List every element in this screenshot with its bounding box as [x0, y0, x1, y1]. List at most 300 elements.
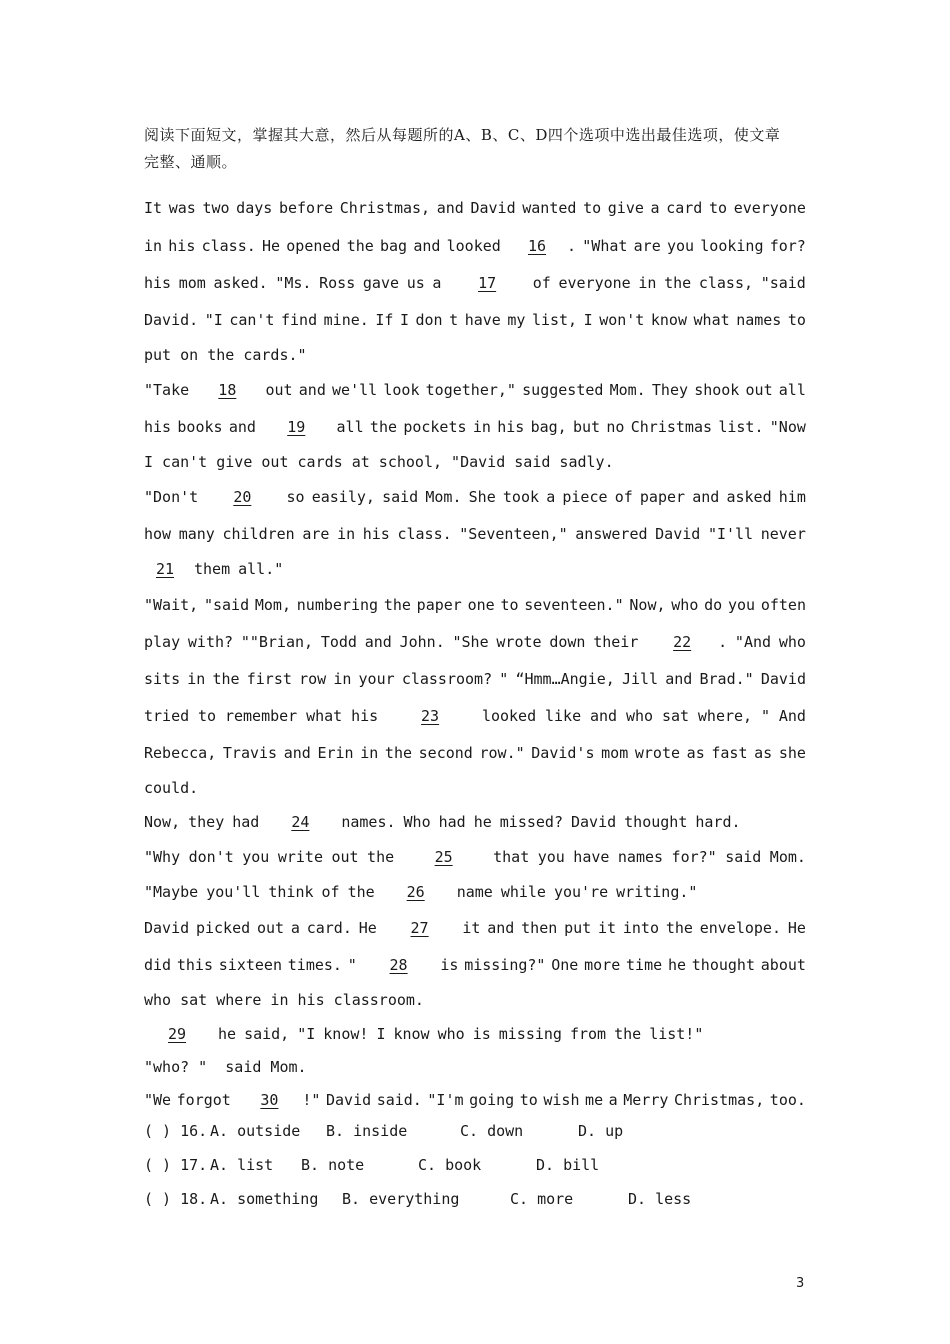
passage-word: Christmas, — [339, 199, 431, 217]
passage-word: Rebecca, — [144, 743, 217, 762]
passage-word: and — [283, 743, 311, 762]
passage-word — [383, 883, 449, 901]
passage-word: looked — [446, 236, 501, 255]
passage-word: asked — [726, 487, 772, 506]
passage-word: He — [358, 918, 377, 937]
passage-word: the — [383, 595, 411, 614]
passage-line-content — [144, 381, 806, 399]
passage-word: David — [144, 918, 190, 937]
question-list — [144, 1116, 806, 1218]
passage-line — [144, 697, 806, 734]
passage-word: fast — [711, 743, 748, 762]
passage-word: then — [521, 918, 558, 937]
passage-word: was — [168, 199, 196, 217]
passage-word: said — [382, 487, 419, 506]
passage-word: his — [497, 417, 525, 436]
passage-word: don't — [188, 847, 234, 866]
passage-word: David. — [144, 310, 199, 329]
passage-word: They — [651, 380, 689, 399]
passage-text: who sat where in his classroom. — [144, 991, 424, 1009]
passage-word: 30 !" — [236, 1091, 320, 1109]
passage-word: and — [228, 417, 256, 436]
passage-word: two — [202, 199, 230, 217]
passage-word: mom — [601, 743, 629, 762]
passage-line — [144, 515, 806, 552]
passage-word: Mom. — [425, 487, 462, 506]
passage-word: he — [473, 812, 492, 831]
passage-word: Now, — [144, 812, 181, 831]
passage-text: put on the cards." — [144, 345, 307, 364]
passage-word: too. — [769, 1090, 806, 1109]
passage-word: card. — [306, 918, 352, 937]
passage-word: his — [144, 417, 172, 436]
passage-word: of — [532, 273, 551, 292]
passage-word: us — [406, 273, 425, 292]
blank-22[interactable]: 22 — [673, 632, 692, 651]
page-number: 3 — [796, 1276, 805, 1291]
passage-word: name — [456, 883, 493, 901]
question-row — [144, 1150, 806, 1184]
question-number: ( ) 17. — [144, 1156, 208, 1174]
passage-word: paper — [416, 595, 462, 614]
passage-word: "Don't — [144, 487, 199, 506]
option-a[interactable]: A. list — [210, 1156, 274, 1174]
passage-word: Ross — [319, 273, 356, 292]
passage-word: one — [467, 595, 495, 614]
passage-word: days — [236, 199, 273, 217]
passage-line — [144, 445, 806, 478]
blank-25[interactable]: 25 — [434, 847, 453, 866]
question-number: ( ) 16. — [144, 1122, 208, 1140]
passage-word: time — [626, 955, 663, 974]
passage-line — [144, 909, 806, 946]
passage-word: a — [650, 199, 660, 217]
passage-line — [144, 1083, 806, 1116]
passage-word — [363, 956, 435, 974]
passage-line-content — [144, 883, 806, 901]
passage-word: list. — [718, 417, 764, 436]
blank-29[interactable]: 29 — [167, 1024, 187, 1043]
passage-word — [384, 919, 456, 937]
passage-word: this — [176, 955, 213, 974]
passage-word — [144, 560, 186, 578]
passage-word: missed? — [499, 812, 563, 831]
passage-word: Jill — [621, 669, 659, 688]
passage-word: out — [256, 918, 285, 937]
passage-word: "I'm — [427, 1090, 464, 1109]
passage-word: your — [358, 669, 395, 688]
passage-line-content — [144, 560, 806, 578]
passage-word: all." — [238, 560, 284, 578]
passage-word: the — [367, 847, 395, 866]
passage-word: know — [650, 310, 687, 329]
passage-word: the — [369, 417, 398, 436]
passage-word: while — [500, 883, 546, 901]
passage-word: piece — [562, 487, 608, 506]
passage-word: " — [760, 706, 770, 725]
passage-word: seventeen." — [524, 595, 624, 614]
passage-word: second — [418, 743, 473, 762]
passage-word: to — [708, 199, 728, 217]
passage-word: "And — [734, 632, 772, 651]
passage-line-content — [144, 418, 806, 436]
blank-26[interactable]: 26 — [406, 883, 425, 901]
blank-21[interactable]: 21 — [155, 560, 175, 578]
passage-word: One — [551, 955, 579, 974]
passage-word: all — [336, 417, 364, 436]
passage-word — [262, 418, 330, 436]
passage-word: where, — [697, 706, 753, 725]
passage-line-content — [144, 274, 806, 292]
passage-word: everyone — [733, 199, 806, 217]
option-a[interactable]: A. something — [210, 1190, 319, 1208]
passage-word: and — [665, 669, 693, 688]
passage-word: the — [614, 1024, 642, 1043]
passage-word: what — [306, 706, 343, 725]
passage-word: class. — [397, 524, 452, 543]
passage-word: it — [462, 918, 481, 937]
passage-word: Mom, — [254, 595, 291, 614]
passage-word: Todd — [320, 632, 357, 651]
passage-line — [144, 227, 806, 264]
passage-word: and — [413, 236, 441, 255]
passage-word: and — [692, 487, 720, 506]
passage-word: the — [384, 743, 413, 762]
passage-line-content — [144, 1091, 806, 1109]
passage-word: said. — [376, 1090, 422, 1109]
passage-word: everyone — [558, 273, 631, 292]
passage-word — [267, 813, 333, 831]
passage-line — [144, 660, 806, 697]
passage-word: "Now — [769, 417, 806, 436]
passage-word: what — [693, 310, 730, 329]
passage-word: writing." — [616, 883, 698, 901]
passage-line — [144, 408, 806, 445]
passage-word: and — [298, 380, 326, 399]
passage-line — [144, 1050, 806, 1083]
passage-word: give — [607, 199, 644, 217]
passage-word: class. — [201, 236, 256, 255]
passage-word: David — [571, 812, 617, 831]
passage-word: Erin — [317, 743, 354, 762]
passage-word: "What — [582, 236, 628, 255]
passage-word: She — [468, 487, 496, 506]
passage-word: have — [573, 847, 610, 866]
passage-word — [205, 488, 279, 506]
option-c[interactable]: C. down — [460, 1122, 524, 1140]
passage-text: I can't give out cards at school, "David said sadly. — [144, 452, 614, 471]
passage-word: first — [246, 669, 292, 688]
passage-word: me — [585, 1090, 604, 1109]
passage-word: in — [187, 669, 206, 688]
passage-word: David's — [531, 743, 595, 762]
passage-word: he — [218, 1024, 237, 1043]
passage-word: and — [436, 199, 464, 217]
passage-word: "She — [452, 632, 489, 651]
passage-word: no — [606, 417, 625, 436]
passage-word: you're — [553, 883, 609, 901]
passage-line — [144, 838, 806, 875]
passage-word: and — [590, 706, 618, 725]
passage-word: the — [346, 236, 374, 255]
passage-word: together," — [425, 380, 516, 399]
passage-word: wanted — [522, 199, 577, 217]
passage-word: "said — [203, 595, 250, 614]
passage-word: t — [449, 310, 459, 329]
blank-19[interactable]: 19 — [287, 417, 306, 436]
passage-word: David — [760, 669, 806, 688]
passage-word: of — [614, 487, 633, 506]
passage-word: in — [144, 236, 163, 255]
passage-word: David — [325, 1090, 372, 1109]
passage-word: going — [469, 1090, 515, 1109]
passage-line — [144, 478, 806, 515]
passage-word: and — [364, 632, 392, 651]
option-b[interactable]: B. everything — [342, 1190, 460, 1208]
passage-word: missing?" — [464, 955, 546, 974]
passage-word: John. — [399, 632, 445, 651]
passage-word: don — [415, 310, 443, 329]
passage-text: could. — [144, 779, 199, 797]
passage-word: that — [493, 847, 530, 866]
passage-word: answered — [575, 524, 648, 543]
passage-word: tried — [144, 706, 190, 725]
passage-line-content — [144, 1025, 806, 1043]
passage-word: is — [472, 1024, 491, 1043]
question-row — [144, 1184, 806, 1218]
passage-word: in — [333, 669, 352, 688]
passage-word: his — [362, 524, 390, 543]
passage-word: bag, — [530, 417, 567, 436]
passage-word: Christmas — [630, 417, 713, 436]
blank-28[interactable]: 28 — [389, 955, 408, 974]
passage-line — [144, 623, 806, 660]
passage-word: who — [437, 1024, 465, 1043]
passage-word: He — [262, 236, 281, 255]
passage-word: Mom. — [769, 847, 806, 866]
passage-word: " — [499, 669, 509, 688]
passage-line-content — [144, 237, 806, 255]
passage-word: like — [545, 706, 582, 725]
passage-word: wish — [543, 1090, 580, 1109]
passage-word: names — [736, 310, 782, 329]
passage-word: how — [144, 524, 172, 543]
passage-word: "Why — [144, 847, 181, 866]
passage-word: for? — [769, 236, 806, 255]
passage-line — [144, 875, 806, 909]
passage-word: for?" — [671, 847, 717, 866]
blank-27[interactable]: 27 — [410, 918, 429, 937]
passage-word: Christmas, — [673, 1090, 765, 1109]
passage-word: of — [321, 883, 340, 901]
passage-word: If — [375, 310, 394, 329]
passage-word: won't — [599, 310, 645, 329]
passage-word: do — [704, 595, 723, 614]
passage-word: gave — [362, 273, 400, 292]
passage-word: thought — [691, 955, 755, 974]
passage-word: from — [569, 1024, 607, 1043]
passage-word: times. — [287, 955, 342, 974]
passage-word: I — [399, 310, 409, 329]
passage-word: but — [573, 417, 601, 436]
blank-17[interactable]: 17 — [478, 273, 497, 292]
passage-word: And — [778, 706, 806, 725]
passage-word: sat — [661, 706, 690, 725]
passage-word: more — [584, 955, 621, 974]
option-b[interactable]: B. inside — [326, 1122, 408, 1140]
passage-word: to — [787, 310, 806, 329]
passage-word — [195, 381, 259, 399]
passage-word: "Take — [144, 380, 190, 399]
passage-word: his — [351, 706, 379, 725]
passage-word — [449, 274, 525, 292]
option-c[interactable]: C. more — [510, 1190, 574, 1208]
passage-word: before — [278, 199, 334, 217]
passage-word: mom — [178, 273, 206, 292]
passage-word: with? — [187, 632, 234, 651]
passage-word: “Hmm…Angie, — [515, 669, 615, 688]
passage-word: names. — [341, 812, 396, 831]
passage-word: him — [778, 487, 806, 506]
passage-word: put — [564, 918, 592, 937]
passage-word: bag — [380, 236, 408, 255]
question-row — [144, 1116, 806, 1150]
passage-line — [144, 586, 806, 623]
option-a[interactable]: A. outside — [210, 1122, 301, 1140]
passage-word: row." — [479, 743, 525, 762]
passage-line — [144, 371, 806, 408]
passage-word: took — [502, 487, 540, 506]
passage-word: them — [194, 560, 231, 578]
passage-line — [144, 946, 806, 983]
instruction-text-1: 阅读下面短文，掌握其大意，然后从每题所的A、B、C、D四个选项中选出最佳选项，使文章 — [144, 126, 781, 144]
passage-word: many — [178, 524, 215, 543]
passage-word: who — [778, 632, 806, 651]
passage-word: the — [212, 669, 240, 688]
passage-word: did — [144, 955, 172, 974]
passage-line — [144, 1017, 806, 1050]
passage-word: know — [393, 1024, 430, 1043]
passage-word — [144, 1025, 210, 1043]
passage-word: know! — [323, 1024, 369, 1043]
passage-word: you — [666, 236, 695, 255]
passage-word: think — [268, 883, 314, 901]
instruction-line-1 — [144, 124, 806, 151]
passage-word: class, — [698, 273, 754, 292]
passage-word: to — [198, 706, 217, 725]
passage-word: "said — [760, 273, 806, 292]
passage-word: in — [360, 743, 379, 762]
option-d[interactable]: D. less — [628, 1190, 692, 1208]
passage-word: list, — [531, 310, 578, 329]
passage-word: 16 . — [507, 237, 576, 255]
passage-word: the — [664, 273, 692, 292]
passage-word: Mom. — [609, 380, 646, 399]
blank-16[interactable]: 16 — [528, 236, 547, 255]
passage-word: play — [144, 632, 181, 651]
passage-word: down — [549, 632, 586, 651]
passage-word: He — [787, 918, 806, 937]
option-c[interactable]: C. book — [418, 1156, 482, 1174]
blank-23[interactable]: 23 — [421, 706, 440, 725]
passage-word: are — [302, 524, 330, 543]
blank-18[interactable]: 18 — [218, 380, 237, 399]
passage-word: shook — [694, 380, 740, 399]
passage-word: can't — [229, 310, 275, 329]
passage-word: David — [655, 524, 701, 543]
passage-line-content — [144, 919, 806, 937]
passage-word: you — [242, 847, 270, 866]
passage-word: mine. — [323, 310, 369, 329]
passage-word: list!" — [649, 1024, 704, 1043]
passage-word: " — [347, 955, 357, 974]
passage-word: forgot — [176, 1090, 231, 1109]
passage-word: Merry — [623, 1090, 669, 1109]
passage-word: classroom? — [401, 669, 493, 688]
instruction-line-2 — [144, 151, 806, 189]
blank-24[interactable]: 24 — [291, 812, 310, 831]
passage-word: picked — [195, 918, 251, 937]
passage-word: books — [177, 417, 223, 436]
passage-word: asked. — [213, 273, 268, 292]
passage-word: Brad." — [699, 669, 754, 688]
passage-word: numbering — [296, 595, 379, 614]
passage-line — [144, 734, 806, 771]
passage-line-content — [144, 488, 806, 506]
passage-word: we'll — [332, 380, 378, 399]
option-d[interactable]: D. up — [578, 1122, 624, 1140]
document-page — [144, 124, 806, 1218]
passage-word: envelope. — [699, 918, 781, 937]
passage-word: "Maybe — [144, 883, 199, 901]
blank-30[interactable]: 30 — [260, 1090, 279, 1109]
passage-word: in — [472, 417, 491, 436]
passage-line — [144, 189, 806, 227]
passage-word: pockets — [403, 417, 467, 436]
passage-word: wrote — [496, 632, 542, 651]
passage-word: who — [671, 595, 699, 614]
passage-word: write — [277, 847, 323, 866]
passage-word: had — [438, 812, 466, 831]
passage-word: children — [222, 524, 295, 543]
passage-word: 22 . — [646, 633, 727, 651]
passage-word: look — [383, 380, 420, 399]
passage-word — [387, 707, 473, 725]
passage-word: as — [686, 743, 705, 762]
passage-word: he — [667, 955, 686, 974]
passage-word: said, — [244, 1024, 290, 1043]
instruction-text-2: 完整、通顺。 — [144, 153, 238, 171]
passage-word: wrote — [634, 743, 681, 762]
passage-word: names — [617, 847, 664, 866]
option-d[interactable]: D. bill — [536, 1156, 600, 1174]
passage-word: you'll — [206, 883, 261, 901]
passage-word: it — [598, 918, 617, 937]
passage-text: "who? " said Mom. — [144, 1057, 307, 1076]
passage-word: "Seventeen," — [459, 524, 568, 543]
passage-word: said — [725, 847, 762, 866]
passage-word: paper — [639, 487, 686, 506]
passage-word: had — [232, 812, 260, 831]
option-b[interactable]: B. note — [301, 1156, 365, 1174]
blank-20[interactable]: 20 — [233, 487, 252, 506]
passage-word: Travis — [222, 743, 278, 762]
passage-word: suggested — [522, 380, 604, 399]
passage-word: often — [760, 595, 806, 614]
passage-word: "I — [204, 310, 223, 329]
passage — [144, 189, 806, 1116]
passage-word: looking — [700, 236, 764, 255]
